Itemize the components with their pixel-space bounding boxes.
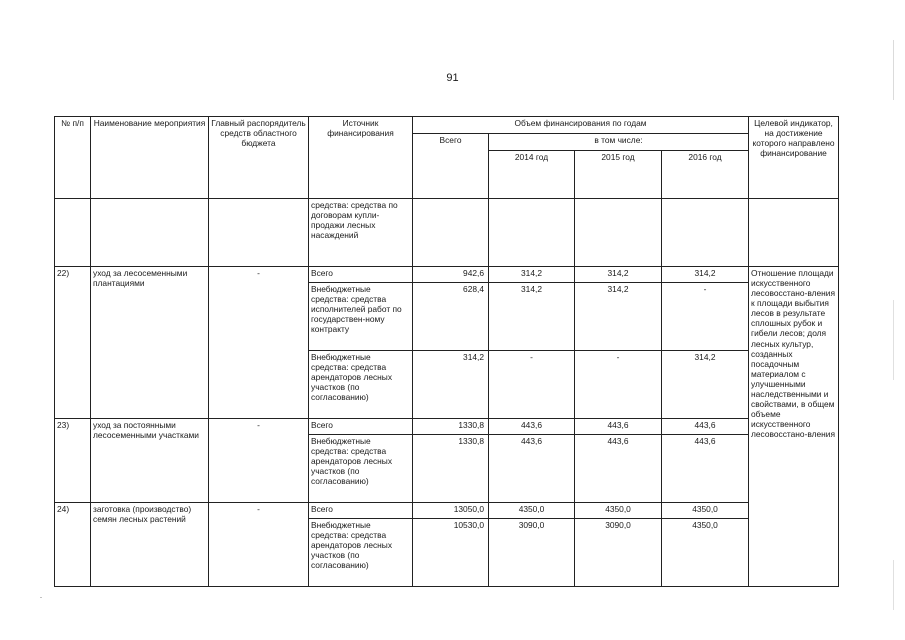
header-2014: 2014 год bbox=[489, 151, 575, 199]
header-indicator: Целевой индикатор, на достижение которого направлено финансирование bbox=[749, 117, 839, 199]
source-cell: Внебюджетные средства: средства арендаторов лесных участков (по согласованию) bbox=[309, 351, 413, 419]
scan-edge-mark bbox=[893, 40, 894, 100]
financing-table bbox=[54, 116, 839, 587]
total-cell: 314,2 bbox=[413, 351, 489, 419]
y2014-cell: 314,2 bbox=[489, 267, 575, 283]
y2014-cell: 4350,0 bbox=[489, 503, 575, 519]
item-manager: - bbox=[209, 419, 309, 503]
item-name: уход за лесосеменными плантациями bbox=[91, 267, 209, 419]
y2015-cell: 314,2 bbox=[575, 283, 662, 351]
y2016-cell: 314,2 bbox=[662, 267, 749, 283]
y2015-cell: 443,6 bbox=[575, 419, 662, 435]
y2016-cell: 314,2 bbox=[662, 351, 749, 419]
item-num: 22) bbox=[55, 267, 91, 419]
indicator-cell: Отношение площади искусственного лесовосстано-вления к площади выбытия лесов в результате сплошных рубок и гибели лесов; доля лесных культур, созданных посадочным материалом с улучшенными наследственными и свойствами, в общем объеме искусственного лесовосстано-вления bbox=[749, 267, 839, 587]
y2014-cell: 443,6 bbox=[489, 435, 575, 503]
source-cell: Всего bbox=[309, 267, 413, 283]
header-total: Всего bbox=[413, 134, 489, 199]
source-cell: Внебюджетные средства: средства исполнителей работ по государствен-ному контракту bbox=[309, 283, 413, 351]
source-cell: Всего bbox=[309, 419, 413, 435]
source-cell: Всего bbox=[309, 503, 413, 519]
source-cell: Внебюджетные средства: средства арендаторов лесных участков (по согласованию) bbox=[309, 519, 413, 587]
source-cell: средства: средства по договорам купли-продажи лесных насаждений bbox=[309, 199, 413, 267]
header-manager: Главный распорядитель средств областного бюджета bbox=[209, 117, 309, 199]
table-row bbox=[55, 267, 839, 283]
header-including: в том числе: bbox=[489, 134, 749, 151]
item-name: уход за постоянными лесосеменными участками bbox=[91, 419, 209, 503]
y2016-cell: 4350,0 bbox=[662, 519, 749, 587]
source-cell: Внебюджетные средства: средства арендаторов лесных участков (по согласованию) bbox=[309, 435, 413, 503]
scan-edge-mark bbox=[893, 560, 894, 610]
y2015-cell: 314,2 bbox=[575, 267, 662, 283]
y2015-cell: - bbox=[575, 351, 662, 419]
item-manager: - bbox=[209, 267, 309, 419]
table-row bbox=[55, 419, 839, 435]
y2014-cell: 3090,0 bbox=[489, 519, 575, 587]
total-cell: 628,4 bbox=[413, 283, 489, 351]
y2014-cell: 314,2 bbox=[489, 283, 575, 351]
total-cell: 942,6 bbox=[413, 267, 489, 283]
header-num: № п/п bbox=[55, 117, 91, 199]
y2016-cell: - bbox=[662, 283, 749, 351]
item-name: заготовка (производство) семян лесных растений bbox=[91, 503, 209, 587]
total-cell: 10530,0 bbox=[413, 519, 489, 587]
header-volume: Объем финансирования по годам bbox=[413, 117, 749, 134]
y2014-cell: 443,6 bbox=[489, 419, 575, 435]
scan-edge-mark bbox=[893, 300, 894, 380]
y2016-cell: 443,6 bbox=[662, 435, 749, 503]
table-row bbox=[55, 199, 839, 267]
y2015-cell: 3090,0 bbox=[575, 519, 662, 587]
y2015-cell: 443,6 bbox=[575, 435, 662, 503]
total-cell: 1330,8 bbox=[413, 419, 489, 435]
total-cell: 1330,8 bbox=[413, 435, 489, 503]
header-2016: 2016 год bbox=[662, 151, 749, 199]
y2014-cell: - bbox=[489, 351, 575, 419]
total-cell: 13050,0 bbox=[413, 503, 489, 519]
y2016-cell: 4350,0 bbox=[662, 503, 749, 519]
header-name: Наименование мероприятия bbox=[91, 117, 209, 199]
header-source: Источник финансирования bbox=[309, 117, 413, 199]
header-2015: 2015 год bbox=[575, 151, 662, 199]
y2015-cell: 4350,0 bbox=[575, 503, 662, 519]
page-number: 91 bbox=[446, 72, 459, 84]
y2016-cell: 443,6 bbox=[662, 419, 749, 435]
item-manager: - bbox=[209, 503, 309, 587]
item-num: 23) bbox=[55, 419, 91, 503]
table-row bbox=[55, 503, 839, 519]
item-num: 24) bbox=[55, 503, 91, 587]
scan-speck bbox=[40, 597, 42, 598]
